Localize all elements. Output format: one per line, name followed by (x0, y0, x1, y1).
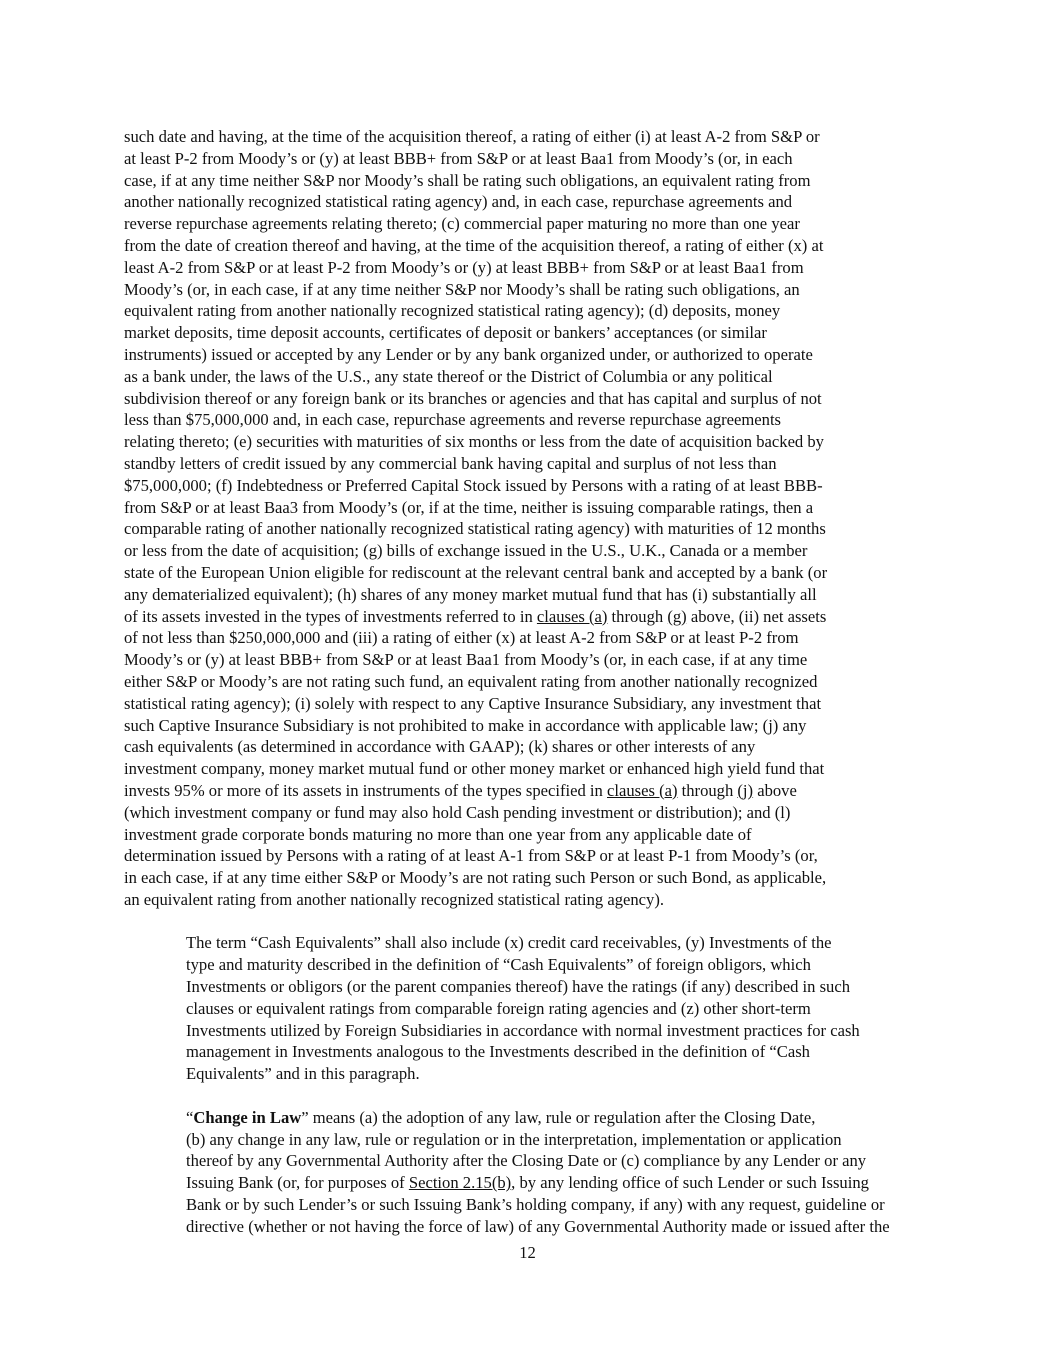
text-line (124, 409, 932, 431)
text-run: market deposits, time deposit accounts, certificates of deposit or bankers’ acceptances (or similar (124, 323, 767, 343)
text-run: another nationally recognized statistical rating agency) and, in each case, repurchase agreements and (124, 192, 793, 212)
page-number: 12 (519, 1243, 536, 1262)
text-line (124, 889, 932, 911)
text-line (124, 1041, 932, 1063)
text-run: management in Investments analogous to the Investments described in the definition of “Cash (186, 1042, 810, 1062)
text-run: of not less than $250,000,000 and (iii) a rating of either (x) at least A-2 from S&P or at least P-2 from (124, 628, 799, 648)
text-run: standby letters of credit issued by any commercial bank having capital and surplus of not less than (124, 453, 777, 473)
text-run: (which investment company or fund may also hold Cash pending investment or distribution); and (l) (124, 802, 791, 822)
text-run: comparable rating of another nationally recognized statistical rating agency) with maturities of 12 months (124, 519, 826, 539)
text-run: $75,000,000; (f) Indebtedness or Preferred Capital Stock issued by Persons with a rating of at least BBB- (124, 475, 823, 495)
text-run: determination issued by Persons with a rating of at least A-1 from S&P or at least P-1 from Moody’s (or, (124, 846, 818, 866)
text-line (124, 170, 932, 192)
text-line (124, 366, 932, 388)
text-line (124, 475, 932, 497)
text-run: investment company, money market mutual fund or other money market or enhanced high yield fund that (124, 759, 825, 779)
text-line (124, 932, 932, 954)
text-run: an equivalent rating from another nationally recognized statistical rating agency). (124, 889, 665, 909)
text-line (124, 1172, 932, 1194)
text-line (124, 715, 932, 737)
cross-reference: clauses (a) (536, 606, 608, 626)
text-run: Issuing Bank (or, for purposes of (186, 1173, 409, 1193)
text-line (124, 998, 932, 1020)
text-line (124, 431, 932, 453)
text-line (124, 976, 932, 998)
cross-reference: (g) (667, 606, 687, 626)
text-run: type and maturity described in the definition of “Cash Equivalents” of foreign obligors, which (186, 955, 811, 975)
text-line (124, 954, 932, 976)
text-run: least A-2 from S&P or at least P-2 from Moody’s or (y) at least BBB+ from S&P or at least Baa1 from (124, 257, 804, 277)
text-run: through (607, 606, 668, 626)
text-line (124, 388, 932, 410)
text-line (124, 497, 932, 519)
text-line (124, 627, 932, 649)
cross-reference: Section 2.15(b) (408, 1173, 512, 1193)
text-run: Investments or obligors (or the parent companies thereof) have the ratings (if any) described in such (186, 977, 850, 997)
text-line (124, 344, 932, 366)
text-line (124, 1063, 932, 1085)
text-line (124, 693, 932, 715)
text-line (124, 518, 932, 540)
text-run: relating thereto; (e) securities with maturities of six months or less from the date of acquisition backed by (124, 432, 824, 452)
text-run: any dematerialized equivalent); (h) shares of any money market mutual fund that has (i) substantially all (124, 584, 817, 604)
text-run: case, if at any time neither S&P nor Moody’s shall be rating such obligations, an equivalent rating from (124, 170, 811, 190)
text-line (124, 1150, 932, 1172)
paragraph-change-in-law (124, 1107, 932, 1238)
text-line (124, 802, 932, 824)
paragraph-cash-equivalents-term (124, 932, 932, 1085)
text-line (124, 671, 932, 693)
text-run: Moody’s (or, in each case, if at any time neither S&P nor Moody’s shall be rating such obligations, an (124, 279, 800, 299)
text-line (124, 606, 932, 628)
text-run: as a bank under, the laws of the U.S., any state thereof or the District of Columbia or any political (124, 366, 773, 386)
text-run: reverse repurchase agreements relating thereto; (c) commercial paper maturing no more than one year (124, 214, 800, 234)
text-line (124, 126, 932, 148)
text-run: Equivalents” and in this paragraph. (186, 1064, 420, 1084)
text-run: either S&P or Moody’s are not rating such fund, an equivalent rating from another nationally recognized (124, 671, 818, 691)
text-run: subdivision thereof or any foreign bank or its branches or agencies and that has capital and surplus of not (124, 388, 822, 408)
text-run: statistical rating agency); (i) solely with respect to any Captive Insurance Subsidiary, any investment that (124, 693, 822, 713)
text-run: at least P-2 from Moody’s or (y) at least BBB+ from S&P or at least Baa1 from Moody’s (or, in each (124, 148, 793, 168)
text-run: or less from the date of acquisition; (g) bills of exchange issued in the U.S., U.K., Canada or a member (124, 541, 808, 561)
text-run: investment grade corporate bonds maturing no more than one year from any applicable date of (124, 824, 752, 844)
text-line (124, 758, 932, 780)
text-run: of its assets invested in the types of investments referred to in (124, 606, 537, 626)
text-run: The term “Cash Equivalents” shall also include (x) credit card receivables, (y) Investments of the (186, 933, 832, 953)
text-run: directive (whether or not having the force of law) of any Governmental Authority made or issued after the (186, 1216, 890, 1236)
text-run: Moody’s or (y) at least BBB+ from S&P or at least Baa1 from Moody’s (or, in each case, if at any time (124, 650, 808, 670)
text-run: such Captive Insurance Subsidiary is not prohibited to make in accordance with applicable law; (j) any (124, 715, 807, 735)
text-run: (b) any change in any law, rule or regulation or in the interpretation, implementation or application (186, 1129, 842, 1149)
text-line (124, 780, 932, 802)
text-run: invests 95% or more of its assets in instruments of the types specified in (124, 780, 607, 800)
text-line (124, 736, 932, 758)
text-run: thereof by any Governmental Authority after the Closing Date or (c) compliance by any Lender or any (186, 1151, 867, 1171)
text-line (124, 1020, 932, 1042)
text-line (124, 213, 932, 235)
text-run: clauses or equivalent ratings from comparable foreign rating agencies and (z) other short-term (186, 998, 811, 1018)
text-line (124, 453, 932, 475)
text-run: Bank or by such Lender’s or such Issuing Bank’s holding company, if any) with any request, guideline or (186, 1195, 885, 1215)
text-line (124, 1129, 932, 1151)
text-run: in each case, if at any time either S&P or Moody’s are not rating such Person or such Bond, as applicable, (124, 868, 827, 888)
text-run: above (753, 780, 797, 800)
text-line (124, 845, 932, 867)
text-line (124, 235, 932, 257)
text-line (124, 148, 932, 170)
paragraph-cash-equivalents-continued (124, 126, 932, 911)
text-run: from the date of creation thereof and having, at the time of the acquisition thereof, a rating of either (x) at (124, 235, 824, 255)
text-run: such date and having, at the time of the acquisition thereof, a rating of either (i) at least A-2 from S&P or (124, 127, 820, 146)
text-line (124, 191, 932, 213)
text-run: Investments utilized by Foreign Subsidiaries in accordance with normal investment practices for cash (186, 1020, 860, 1040)
text-line (124, 1194, 932, 1216)
text-line (124, 649, 932, 671)
text-line (124, 279, 932, 301)
text-line (124, 1216, 932, 1238)
text-line (124, 1107, 932, 1129)
text-line (124, 257, 932, 279)
text-line (124, 867, 932, 889)
text-run: state of the European Union eligible for rediscount at the relevant central bank and accepted by a bank (or (124, 562, 828, 582)
text-run: ” means (a) the adoption of any law, rule or regulation after the Closing Date, (301, 1107, 816, 1127)
text-line (124, 562, 932, 584)
text-run: “ (186, 1107, 194, 1127)
cross-reference: clauses (a) (607, 780, 678, 800)
text-run: from S&P or at least Baa3 from Moody’s (or, if at the time, neither is issuing comparable ratings, then a (124, 497, 814, 517)
text-line (124, 540, 932, 562)
text-run: equivalent rating from another nationally recognized statistical rating agency); (d) deposits, money (124, 301, 781, 321)
cross-reference: (j) (737, 780, 754, 800)
text-run: instruments) issued or accepted by any Lender or by any bank organized under, or authorized to operate (124, 344, 813, 364)
text-run: cash equivalents (as determined in accordance with GAAP); (k) shares or other interests of any (124, 737, 756, 757)
text-line (124, 824, 932, 846)
text-run: less than $75,000,000 and, in each case, repurchase agreements and reverse repurchase agreements (124, 410, 782, 430)
text-line (124, 584, 932, 606)
defined-term: Change in Law (193, 1107, 302, 1127)
text-run: , by any lending office of such Lender or such Issuing (511, 1173, 869, 1193)
text-line (124, 322, 932, 344)
text-run: above, (ii) net assets (686, 606, 827, 626)
text-run: through (677, 780, 738, 800)
text-line (124, 300, 932, 322)
document-body (124, 126, 932, 1238)
